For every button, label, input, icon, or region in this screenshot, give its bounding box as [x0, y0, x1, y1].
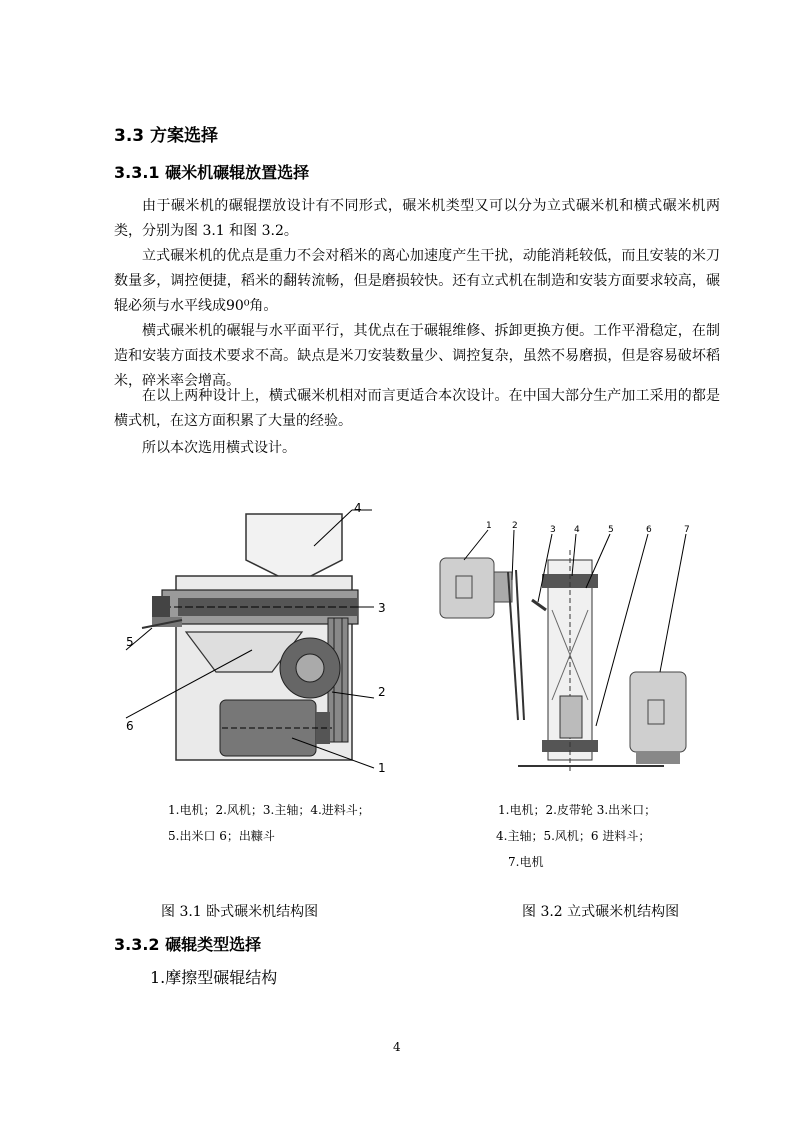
- paragraph-3: 横式碾米机的碾辊与水平面平行，其优点在于碾辊维修、拆卸更换方便。工作平滑稳定，在制造和安装方面技术要求不高。缺点是米刀安装数量少、调控复杂，虽然不易磨损，但是容易破坏稻米，碎米率会增高。: [114, 323, 720, 389]
- section-heading: 3.3 方案选择: [114, 126, 219, 146]
- fig1-callout-2: 2: [378, 685, 386, 699]
- fig2-callout-3: 3: [550, 525, 556, 535]
- fig2-legend-line-3: 7.电机: [508, 855, 544, 869]
- figure-caption-3-1: 图 3.1 卧式碾米机结构图: [161, 904, 319, 920]
- paragraph-5: 所以本次选用横式设计。: [142, 440, 296, 456]
- fig2-legend-line-1: 1.电机；2.皮带轮 3.出米口；: [498, 803, 657, 817]
- page-number: 4: [393, 1040, 401, 1054]
- fig1-callout-6: 6: [126, 719, 134, 733]
- list-item-1: 1.摩擦型碾辊结构: [150, 968, 278, 987]
- fig2-legend-line-2: 4.主轴；5.风机；6 进料斗；: [496, 829, 651, 843]
- subsection-heading-1: 3.3.1 碾米机碾辊放置选择: [114, 163, 310, 182]
- fig2-callout-6: 6: [646, 525, 652, 535]
- paragraph-2: 立式碾米机的优点是重力不会对稻米的离心加速度产生干扰，动能消耗较低，而且安装的米刀数量多，调控便捷，稻米的翻转流畅，但是磨损较快。还有立式机在制造和安装方面要求较高，碾辊必须与水平线成90⁰角。: [114, 248, 720, 314]
- fig1-callout-4: 4: [354, 501, 362, 515]
- figure-horizontal-mill-diagram: [122, 500, 412, 790]
- fig2-callout-1: 1: [486, 521, 492, 531]
- fig1-callout-1: 1: [378, 761, 386, 775]
- figure-caption-3-2: 图 3.2 立式碾米机结构图: [522, 904, 680, 920]
- paragraph-4: 在以上两种设计上，横式碾米机相对而言更适合本次设计。在中国大部分生产加工采用的都是横式机，在这方面积累了大量的经验。: [114, 388, 720, 429]
- fig1-legend-line-1: 1.电机；2.风机；3.主轴；4.进料斗；: [168, 803, 370, 817]
- subsection-heading-2: 3.3.2 碾辊类型选择: [114, 935, 262, 954]
- fig1-callout-5: 5: [126, 635, 134, 649]
- fig2-callout-2: 2: [512, 521, 518, 531]
- fig2-callout-7: 7: [684, 525, 690, 535]
- fig1-legend-line-2: 5.出米口 6；出糠斗: [168, 829, 275, 843]
- figure-vertical-mill-diagram: [434, 520, 716, 780]
- fig2-callout-4: 4: [574, 525, 580, 535]
- paragraph-1: 由于碾米机的碾辊摆放设计有不同形式，碾米机类型又可以分为立式碾米机和横式碾米机两类，分别为图 3.1 和图 3.2。: [114, 198, 720, 239]
- fig2-callout-5: 5: [608, 525, 614, 535]
- fig1-callout-3: 3: [378, 601, 386, 615]
